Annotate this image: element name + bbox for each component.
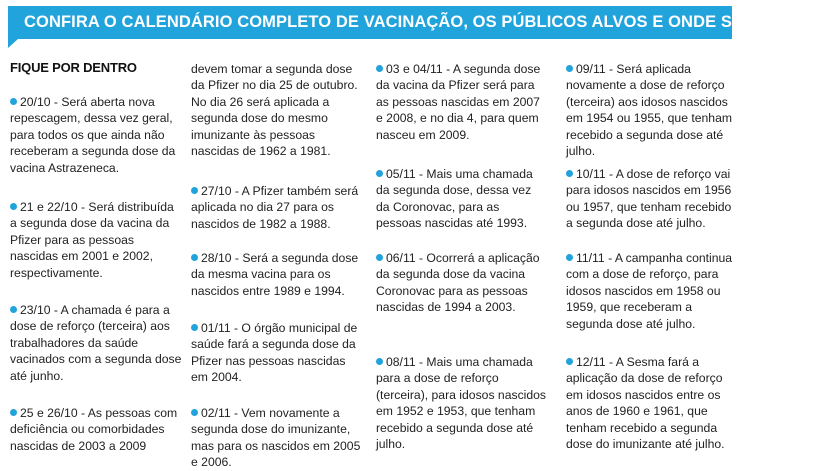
schedule-item: 11/11 - A campanha continua com a dose de reforço, para idosos nascidos em 1958 ou 1959, que receberam a segunda dose até julho. [566,251,733,331]
schedule-item: 28/10 - Será a segunda dose da mesma vacina para os nascidos entre 1989 e 1994. [191,251,359,298]
section-heading: FIQUE POR DENTRO [10,60,137,75]
schedule-item: 20/10 - Será aberta nova repescagem, dessa vez geral, para todos os que ainda não receberam a segunda dose da vacina Astrazeneca. [10,95,176,175]
bullet-icon [191,409,198,416]
banner-pointer-decoration [8,39,18,48]
bullet-icon [566,254,573,261]
bullet-icon [376,65,383,72]
bullet-icon [566,65,573,72]
bullet-icon [10,98,17,105]
schedule-item: 05/11 - Mais uma chamada da segunda dose, dessa vez da Coronovac, para as pessoas nascidas até 1993. [376,167,533,231]
bullet-icon [566,358,573,365]
schedule-item: 27/10 - A Pfizer também será aplicada no dia 27 para os nascidos de 1982 a 1988. [191,184,359,231]
header-banner [8,6,822,39]
schedule-item: 12/11 - A Sesma fará a aplicação da dose de reforço em idosos nascidos entre os anos de 1960 e 1961, que tenham recebido a segunda dose do imunizante até julho. [566,355,725,452]
schedule-item: 03 e 04/11 - A segunda dose da vacina da Pfizer será para as pessoas nascidas em 2007 e 2008, e no dia 4, para quem nasceu em 2009. [376,62,541,142]
schedule-item-continued: devem tomar a segunda dose da Pfizer no dia 25 de outubro. No dia 26 será aplicada a segunda dose do mesmo imunizante às pessoas nascidas de 1962 a 1981. [191,62,358,159]
bullet-icon [376,358,383,365]
schedule-item: 21 e 22/10 - Será distribuída a segunda dose da vacina da Pfizer para as pessoas nascidas em 2001 e 2002, respectivamente. [10,200,174,280]
schedule-item: 23/10 - A chamada é para a dose de reforço (terceira) aos trabalhadores da saúde vacinados com a segunda dose até junho. [10,303,182,383]
bullet-icon [376,170,383,177]
bullet-icon [191,324,198,331]
schedule-item: 10/11 - A dose de reforço vai para idosos nascidos em 1956 ou 1957, que tenham recebido a segunda dose até julho. [566,167,732,231]
schedule-item: 06/11 - Ocorrerá a aplicação da segunda dose da vacina Coronovac para as pessoas nascidas de 1994 a 2003. [376,251,540,315]
bullet-icon [10,409,17,416]
schedule-item: 08/11 - Mais uma chamada para a dose de reforço (terceira), para idosos nascidos em 1952 e 1953, que tenham recebido a segunda dose até julho. [376,355,547,452]
bullet-icon [10,306,17,313]
schedule-item: 09/11 - Será aplicada novamente a dose de reforço (terceira) aos idosos nascidos em 1954 ou 1955, que tenham recebido a segunda dose até julho. [566,62,733,159]
schedule-item: 01/11 - O órgão municipal de saúde fará a segunda dose da Pfizer nas pessoas nascidas em 2004. [191,321,358,385]
bullet-icon [191,187,198,194]
bullet-icon [566,170,573,177]
schedule-item: 25 e 26/10 - As pessoas com deficiência ou comorbidades nascidas de 2003 a 2009 [10,406,178,453]
bullet-icon [10,203,17,210]
schedule-item: 02/11 - Vem novamente a segunda dose do imunizante, mas para os nascidos em 2005 e 2006. [191,406,361,470]
bullet-icon [191,254,198,261]
bullet-icon [376,254,383,261]
page-title: CONFIRA O CALENDÁRIO COMPLETO DE VACINAÇÃO, OS PÚBLICOS ALVOS E ONDE SE VACINAR [24,13,822,31]
